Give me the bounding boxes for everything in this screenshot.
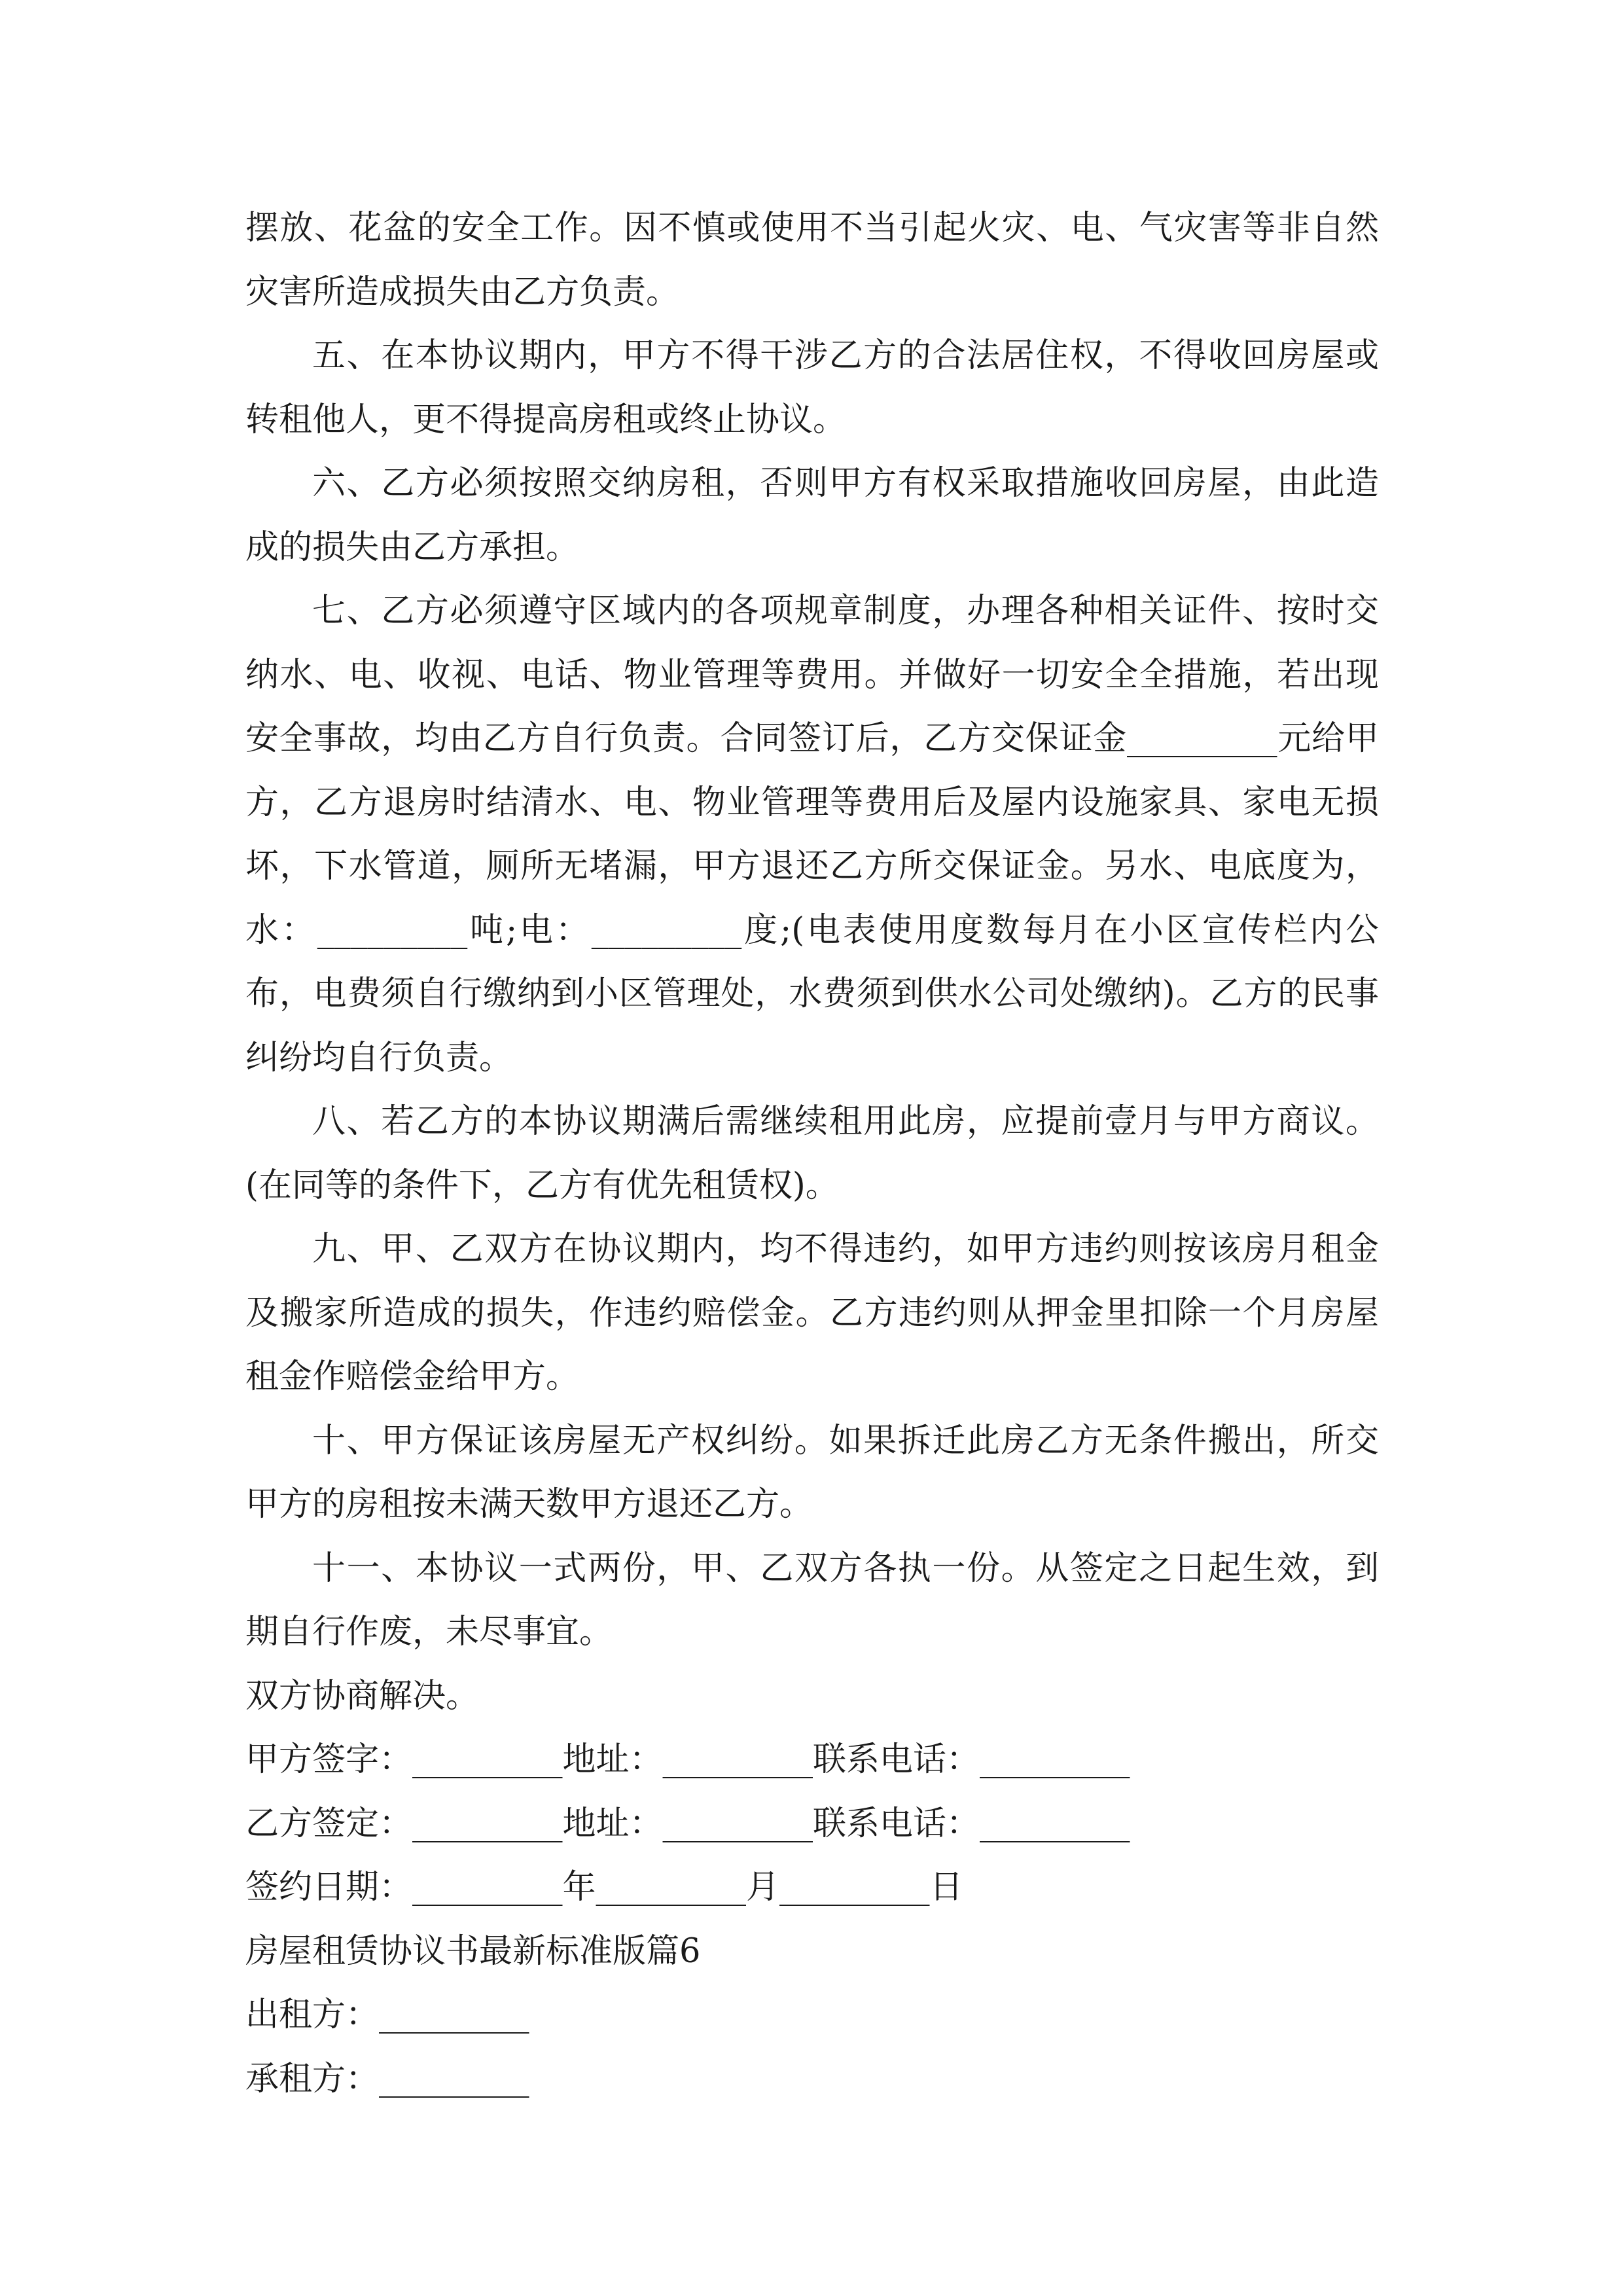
section-heading: 房屋租赁协议书最新标准版篇6 xyxy=(245,1931,701,1971)
party-a-signature-line: 甲方签字：_________地址：_________联系电话：_________ xyxy=(245,1740,1130,1779)
lessor-line: 出租方：_________ xyxy=(245,1996,529,2034)
clause-4-continuation: 摆放、花盆的安全工作。因不慎或使用不当引起火灾、电、气灾害等非自然灾害所造成损失由乙方负责。 xyxy=(245,209,1379,312)
clause-5: 五、在本协议期内，甲方不得干涉乙方的合法居住权，不得收回房屋或转租他人，更不得提高房租或终止协议。 xyxy=(245,336,1379,439)
clause-7: 七、乙方必须遵守区域内的各项规章制度，办理各种相关证件、按时交纳水、电、收视、电话、物业管理等费用。并做好一切安全全措施，若出现安全事故，均由乙方自行负责。合同签订后，乙方交保证金_________元给甲方，乙方退房时结清水、电、物业管理等费用后及屋内设施家具、家电无损坏，下水管道，厕所无堵漏，甲方退还乙方所交保证金。另水、电底度为，水：_________吨;电：_________度;(电表使用度数每月在小区宣传栏内公布，电费须自行缴纳到小区管理处，水费须到供水公司处缴纳)。乙方的民事纠纷均自行负责。 xyxy=(245,592,1379,1077)
signing-date-line: 签约日期：_________年_________月_________日 xyxy=(245,1868,963,1907)
clause-8: 八、若乙方的本协议期满后需继续租用此房，应提前壹月与甲方商议。(在同等的条件下，乙方有优先租赁权)。 xyxy=(245,1102,1379,1205)
lessee-line: 承租方：_________ xyxy=(245,2059,529,2098)
party-b-signature-line: 乙方签定：_________地址：_________联系电话：_________ xyxy=(245,1804,1130,1843)
document-body xyxy=(245,196,1379,2111)
clause-9: 九、甲、乙双方在协议期内，均不得违约，如甲方违约则按该房月租金及搬家所造成的损失，作违约赔偿金。乙方违约则从押金里扣除一个月房屋租金作赔偿金给甲方。 xyxy=(245,1230,1379,1396)
clause-11: 十一、本协议一式两份，甲、乙双方各执一份。从签定之日起生效，到期自行作废，未尽事宜。 xyxy=(245,1549,1379,1651)
clause-10: 十、甲方保证该房屋无产权纠纷。如果拆迁此房乙方无条件搬出，所交甲方的房租按未满天数甲方退还乙方。 xyxy=(245,1421,1379,1524)
negotiation-line: 双方协商解决。 xyxy=(245,1676,480,1715)
clause-6: 六、乙方必须按照交纳房租，否则甲方有权采取措施收回房屋，由此造成的损失由乙方承担。 xyxy=(245,464,1379,567)
